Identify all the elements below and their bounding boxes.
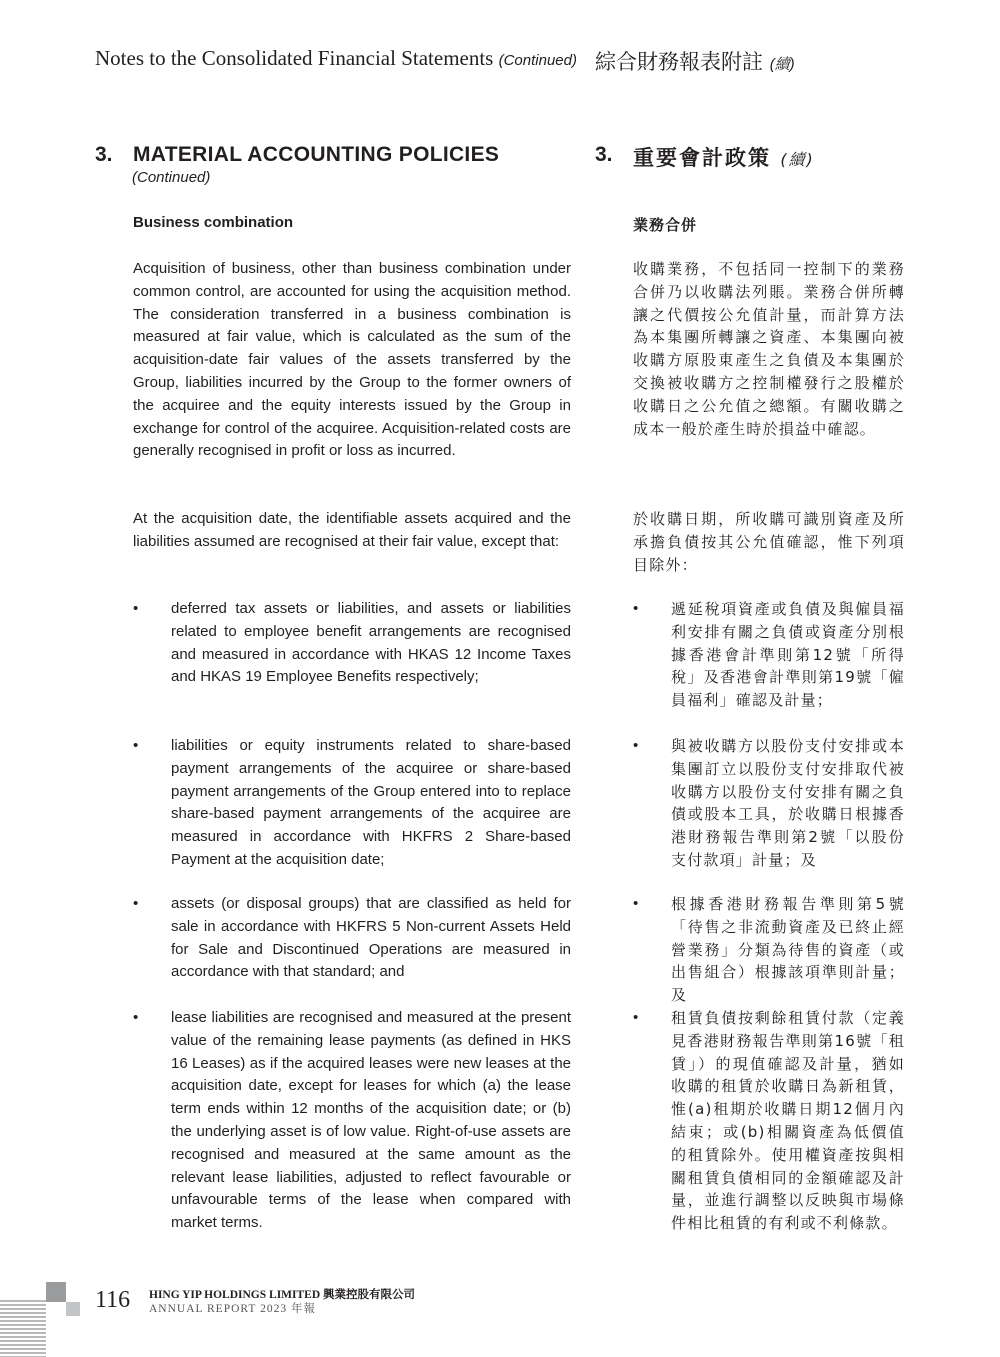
subsection-title-zh: 業務合併 [633,216,698,234]
running-header-continued-zh: (續) [769,56,795,73]
footer-report-name: ANNUAL REPORT 2023 年報 [149,1303,316,1315]
subsection-title-en: Business combination [133,214,294,231]
bullet-marker-zh-3: • [633,895,639,912]
bullet-marker-en-2: • [133,737,139,754]
bullet-text-zh-4: 租賃負債按剩餘租賃付款（定義見香港財務報告準則第16號「租賃」）的現值確認及計量，猶如收購的租賃於收購日為新租賃，惟(a)租期於收購日期12個月內結束；或(b)相關資產為低價值的租賃除外。使用權資產按與相關租賃負債相同的金額確認及計量，並進行調整以反映與市場條件相比租賃的有利或不利條款。 [671,1009,905,1233]
section-title-zh-text: 重要會計政策 [633,146,771,170]
page-number: 116 [95,1287,131,1313]
bullet-text-zh-1: 遞延稅項資產或負債及與僱員福利安排有關之負債或資產分別根據香港會計準則第12號「所得稅」及香港會計準則第19號「僱員福利」確認及計量； [671,600,905,710]
bullet-text-en-4: lease liabilities are recognised and measured at the present value of the remaining lease payments (as defined in HKS 16 Leases) as if the acquired leases were new leases at the acquisition date, except for leases for which (a) the lease term ends within 12 months of the acquisition date; or (b) the underlying asset is of low value. Right-of-use assets are recognised and measured at the same amount as the relevant lease liabilities, adjusted to reflect favourable or unfavourable terms of the lease when compared with market terms. [171,1009,571,1232]
bullet-text-en-2: liabilities or equity instruments related to share-based payment arrangements of the acquiree or share-based payment arrangements of the Group entered into to replace share-based payment arrangements of the acquiree are measured in accordance with HKFRS 2 Share-based Payment at the acquisition date; [171,737,571,868]
running-header-zh [595,46,795,76]
section-number-zh: 3. [595,143,613,166]
running-header-title-en: Notes to the Consolidated Financial Statements [95,46,494,70]
section-number-en: 3. [95,143,113,166]
paragraph-en-1: Acquisition of business, other than business combination under common control, are accounted for using the acquisition method. The consideration transferred in a business combination is measured at fair value, which is calculated as the sum of the acquisition-date fair values of the assets transferred by the Group, liabilities incurred by the Group to the former owners of the acquiree and the equity interests issued by the Group in exchange for control of the acquiree. Acquisition-related costs are generally recognised in profit or loss as incurred. [133,260,571,460]
running-header-en [95,46,655,71]
running-header-continued-en: (Continued) [498,52,577,69]
bullet-text-zh-2: 與被收購方以股份支付安排或本集團訂立以股份支付安排取代被收購方以股份支付安排有關之負債或股本工具，於收購日根據香港財務報告準則第2號「以股份支付款項」計量；及 [671,737,905,869]
section-continued-en: (Continued) [132,169,211,186]
bullet-marker-en-3: • [133,895,139,912]
section-title-en: MATERIAL ACCOUNTING POLICIES [133,143,500,166]
bullet-marker-en-4: • [133,1009,139,1026]
footer-square-decoration-2 [66,1302,80,1316]
bullet-marker-zh-2: • [633,737,639,754]
footer-square-decoration-1 [46,1282,66,1302]
running-header-title-zh: 綜合財務報表附註 [595,50,763,74]
paragraph-zh-1: 收購業務，不包括同一控制下的業務合併乃以收購法列賬。業務合併所轉讓之代價按公允值計量，而計算方法為本集團所轉讓之資產、本集團向被收購方原股東產生之負債及本集團於交換被收購方之控制權發行之股權於收購日之公允值之總額。有關收購之成本一般於產生時於損益中確認。 [633,260,905,438]
bullet-text-en-3: assets (or disposal groups) that are classified as held for sale in accordance with HKFRS 5 Non-current Assets Held for Sale and Discontinued Operations are measured in accordance with that standard; and [171,895,571,981]
paragraph-zh-2: 於收購日期，所收購可識別資產及所承擔負債按其公允值確認，惟下列項目除外： [633,510,905,574]
footer-stripes-decoration [0,1300,46,1357]
section-title-zh [633,142,815,172]
footer-company-name: HING YIP HOLDINGS LIMITED 興業控股有限公司 [149,1289,416,1301]
section-continued-zh: (續) [780,150,815,169]
paragraph-en-2: At the acquisition date, the identifiable assets acquired and the liabilities assumed are recognised at their fair value, except that: [133,510,571,550]
bullet-marker-zh-4: • [633,1009,639,1026]
bullet-text-en-1: deferred tax assets or liabilities, and assets or liabilities related to employee benefit arrangements are recognised and measured in accordance with HKAS 12 Income Taxes and HKAS 19 Employee Benefits respectively; [171,600,571,686]
bullet-text-zh-3: 根據香港財務報告準則第5號「待售之非流動資產及已終止經營業務」分類為待售的資產（或出售組合）根據該項準則計量；及 [671,895,905,1005]
bullet-marker-en-1: • [133,600,139,617]
bullet-marker-zh-1: • [633,600,639,617]
